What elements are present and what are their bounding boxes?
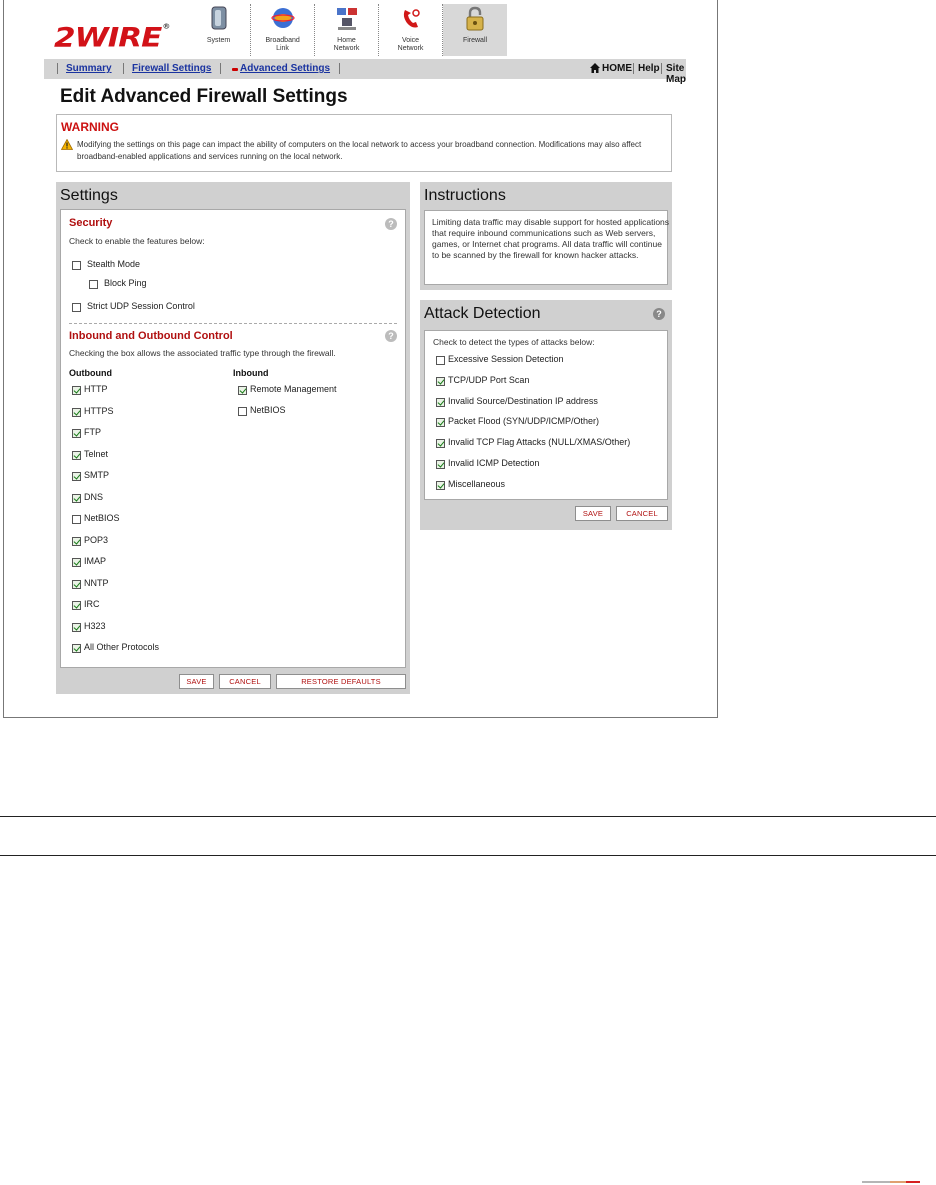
- instructions-panel: [420, 182, 672, 290]
- attack-detection-body: [424, 330, 668, 500]
- io-control-hint: Checking the box allows the associated traffic type through the firewall.: [69, 348, 336, 358]
- nav-separator: [661, 63, 662, 74]
- checkbox-label: Packet Flood (SYN/UDP/ICMP/Other): [448, 416, 600, 427]
- page-title: Edit Advanced Firewall Settings: [60, 86, 348, 107]
- footer-accent-red: [906, 1181, 920, 1183]
- https-checkbox[interactable]: [72, 408, 81, 417]
- checkbox-label: DNS: [84, 491, 104, 502]
- checkbox-label: Strict UDP Session Control: [87, 301, 195, 311]
- tab-label: Firewall: [462, 37, 488, 44]
- nav-separator: [339, 63, 340, 74]
- invalid-source-destination-ip-address-checkbox[interactable]: [436, 398, 445, 407]
- nav-firewall-settings-link[interactable]: Firewall Settings: [132, 63, 212, 74]
- checkbox-label: Remote Management: [250, 384, 337, 394]
- netbios-checkbox[interactable]: [238, 407, 247, 416]
- checkbox-label: All Other Protocols: [84, 642, 160, 652]
- checkbox-label: FTP: [84, 427, 101, 437]
- footer-accent-gray: [862, 1181, 890, 1183]
- instructions-text: Limiting data traffic may disable support for hosted applications that require inbound communications such as Web servers, games, or Internet chat programs. All data traffic will continue to be scanned by the firewall for known hacker attacks.: [432, 217, 670, 260]
- nav-separator: [57, 63, 58, 74]
- checkbox-label: Invalid Source/Destination IP address: [448, 395, 598, 406]
- phone-icon: [399, 6, 423, 32]
- settings-body: [60, 209, 406, 668]
- nav-separator: [633, 63, 634, 74]
- inbound-header: Inbound: [233, 368, 269, 378]
- home-icon: [590, 63, 600, 73]
- instructions-title: Instructions: [424, 187, 506, 204]
- nav-summary-link[interactable]: Summary: [66, 63, 112, 74]
- checkbox-label: Miscellaneous: [448, 478, 506, 489]
- checkbox-label: Telnet: [84, 448, 109, 459]
- tcp-udp-port-scan-checkbox[interactable]: [436, 377, 445, 386]
- tab-home-network[interactable]: [315, 4, 379, 56]
- smtp-checkbox[interactable]: [72, 472, 81, 481]
- checkbox-label: Invalid ICMP Detection: [448, 458, 540, 468]
- packet-flood-syn-udp-icmp-other-checkbox[interactable]: [436, 418, 445, 427]
- checkbox-label: NNTP: [84, 577, 109, 588]
- outbound-header: Outbound: [69, 368, 112, 378]
- router-ui-frame: [3, 0, 718, 718]
- sub-navigation: [44, 59, 686, 85]
- system-icon: [207, 6, 231, 32]
- warning-icon: [61, 139, 73, 150]
- home-network-icon: [335, 6, 359, 32]
- invalid-icmp-detection-checkbox[interactable]: [436, 460, 445, 469]
- help-icon[interactable]: ?: [385, 330, 397, 342]
- strict-udp-checkbox[interactable]: [72, 303, 81, 312]
- nav-help-link[interactable]: Help: [638, 63, 660, 74]
- irc-checkbox[interactable]: [72, 601, 81, 610]
- io-control-title: Inbound and Outbound Control: [69, 330, 233, 342]
- instructions-body: [424, 210, 668, 285]
- attack-hint: Check to detect the types of attacks below:: [433, 337, 595, 347]
- lock-icon: [463, 6, 487, 32]
- settings-title: Settings: [60, 187, 118, 204]
- all-other-protocols-checkbox[interactable]: [72, 644, 81, 653]
- current-page-bullet-icon: [232, 68, 238, 71]
- nav-home-link[interactable]: HOME: [602, 63, 632, 74]
- warning-title: WARNING: [61, 120, 119, 134]
- nntp-checkbox[interactable]: [72, 580, 81, 589]
- help-icon[interactable]: ?: [385, 218, 397, 230]
- invalid-tcp-flag-attacks-null-xmas-other-checkbox[interactable]: [436, 439, 445, 448]
- warning-box: [56, 114, 672, 172]
- imap-checkbox[interactable]: [72, 558, 81, 567]
- checkbox-label: NetBIOS: [250, 405, 286, 415]
- attack-cancel-button[interactable]: CANCEL: [616, 506, 668, 521]
- tab-label: Home Network: [333, 37, 360, 52]
- stealth-mode-checkbox[interactable]: [72, 261, 81, 270]
- dns-checkbox[interactable]: [72, 494, 81, 503]
- ftp-checkbox[interactable]: [72, 429, 81, 438]
- checkbox-label: POP3: [84, 534, 109, 545]
- checkbox-label: NetBIOS: [84, 513, 120, 523]
- brand-logo[interactable]: 2WIRE®: [54, 22, 170, 54]
- settings-save-button[interactable]: SAVE: [179, 674, 214, 689]
- page-rule-bottom: [0, 855, 936, 856]
- checkbox-label: HTTP: [84, 384, 108, 394]
- attack-save-button[interactable]: SAVE: [575, 506, 611, 521]
- checkbox-label: Excessive Session Detection: [448, 354, 564, 364]
- tab-system[interactable]: [187, 4, 251, 56]
- checkbox-label: Stealth Mode: [87, 259, 141, 269]
- checkbox-label: H323: [84, 620, 106, 631]
- nav-separator: [123, 63, 124, 74]
- checkbox-label: Block Ping: [104, 278, 147, 288]
- http-checkbox[interactable]: [72, 386, 81, 395]
- warning-text: Modifying the settings on this page can impact the ability of computers on the local network to access your broadband connection. Modifications may also affect broadband-enabled applications and services running on the local network.: [77, 140, 642, 161]
- main-tabs: [187, 4, 507, 56]
- checkbox-label: TCP/UDP Port Scan: [448, 374, 530, 385]
- checkbox-label: IRC: [84, 599, 100, 609]
- block-ping-checkbox[interactable]: [89, 280, 98, 289]
- security-title: Security: [69, 217, 113, 229]
- help-icon[interactable]: ?: [653, 308, 665, 320]
- tab-label: Voice Network: [397, 37, 424, 52]
- nav-advanced-settings-link[interactable]: Advanced Settings: [240, 63, 331, 74]
- pop3-checkbox[interactable]: [72, 537, 81, 546]
- telnet-checkbox[interactable]: [72, 451, 81, 460]
- checkbox-label: IMAP: [84, 556, 107, 566]
- page-rule-top: [0, 816, 936, 817]
- tab-firewall[interactable]: [443, 4, 507, 56]
- h323-checkbox[interactable]: [72, 623, 81, 632]
- tab-label: System: [206, 37, 231, 44]
- security-hint: Check to enable the features below:: [69, 236, 205, 246]
- attack-detection-title: Attack Detection: [424, 305, 541, 322]
- miscellaneous-checkbox[interactable]: [436, 481, 445, 490]
- nav-separator: [220, 63, 221, 74]
- section-divider: [69, 323, 397, 324]
- netbios-checkbox[interactable]: [72, 515, 81, 524]
- globe-icon: [271, 6, 295, 32]
- excessive-session-detection-checkbox[interactable]: [436, 356, 445, 365]
- restore-defaults-button[interactable]: RESTORE DEFAULTS: [276, 674, 406, 689]
- remote-management-checkbox[interactable]: [238, 386, 247, 395]
- attack-detection-panel: [420, 300, 672, 530]
- tab-voice-network[interactable]: [379, 4, 443, 56]
- nav-site-map-link[interactable]: Site Map: [666, 63, 686, 85]
- checkbox-label: Invalid TCP Flag Attacks (NULL/XMAS/Other): [448, 437, 631, 448]
- tab-label: Broadband Link: [265, 37, 300, 52]
- tab-broadband-link[interactable]: [251, 4, 315, 56]
- checkbox-label: SMTP: [84, 470, 110, 480]
- settings-cancel-button[interactable]: CANCEL: [219, 674, 271, 689]
- footer-accent-orange: [890, 1181, 906, 1183]
- settings-panel: [56, 182, 410, 694]
- checkbox-label: HTTPS: [84, 405, 114, 416]
